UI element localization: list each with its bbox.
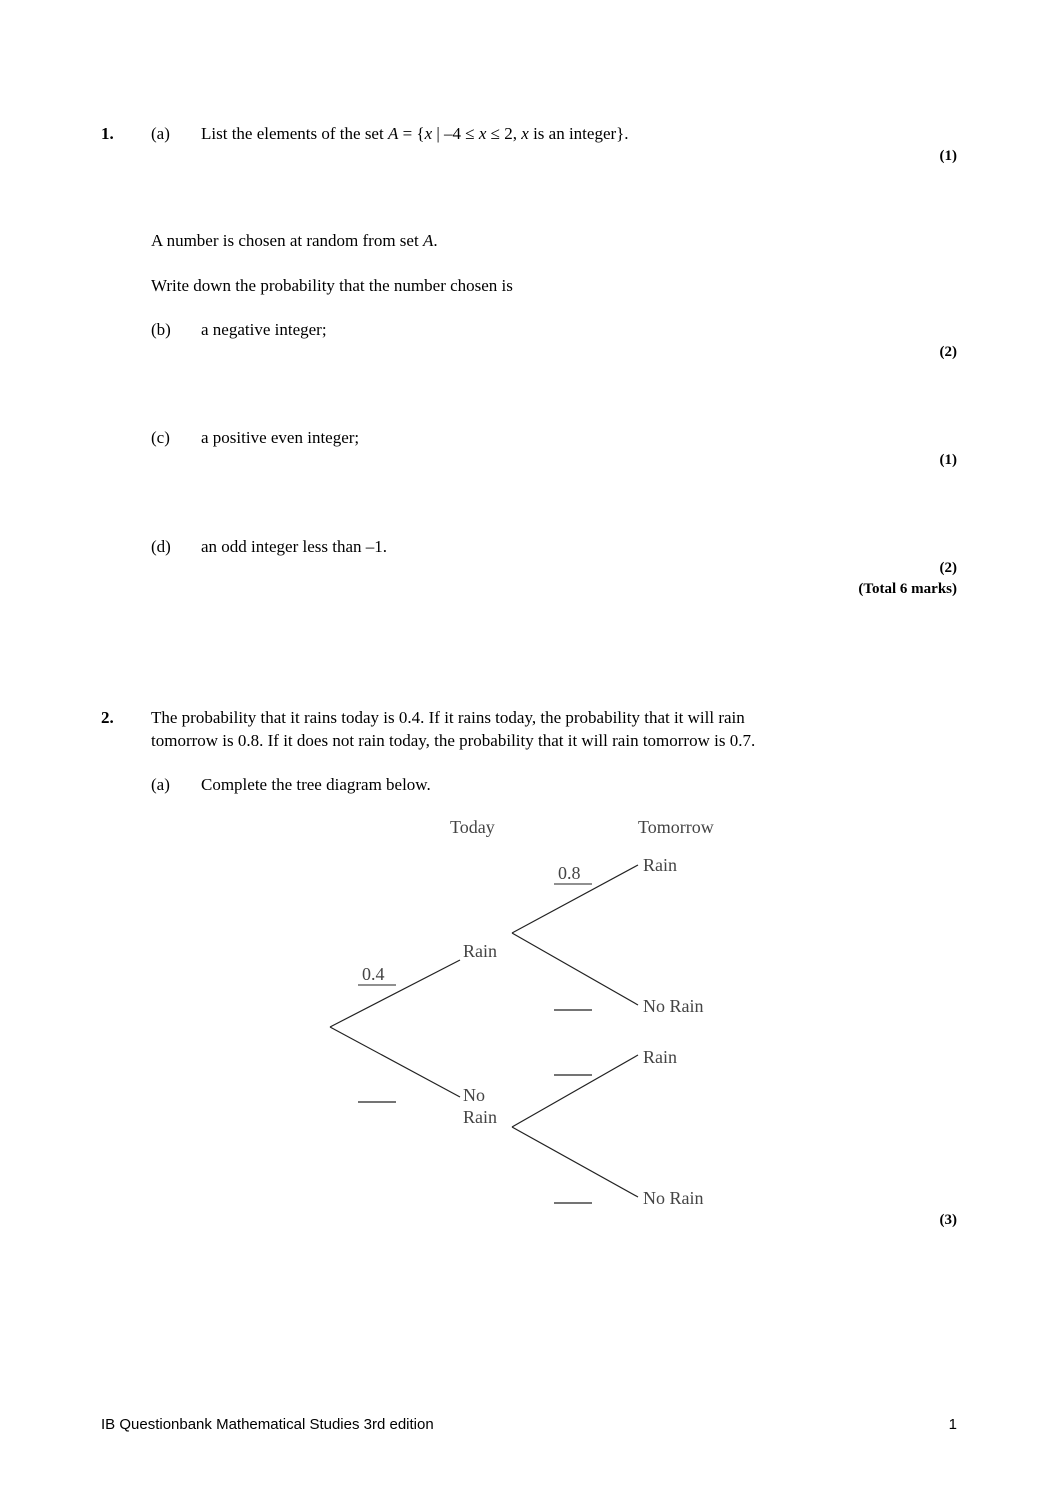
q2-text-line2: tomorrow is 0.8. If it does not rain today, the probability that it will rain tomorrow is 0.7.	[151, 731, 756, 750]
q1-number: 1.	[101, 124, 114, 143]
branch-start-to-rain	[330, 960, 460, 1027]
node-today-no-line2: Rain	[463, 1107, 497, 1127]
node-tomorrow-rain-1: Rain	[643, 855, 677, 875]
branch-rain-to-no-rain	[512, 933, 638, 1005]
q1c-text: a positive even integer;	[201, 428, 360, 447]
q1d-text: an odd integer less than –1.	[201, 537, 388, 556]
heading-tomorrow: Tomorrow	[638, 817, 714, 837]
prob-rain-rain: 0.8	[558, 863, 581, 883]
q1b-label: (b)	[151, 320, 171, 339]
q2a-label: (a)	[151, 775, 170, 794]
footer-source: IB Questionbank Mathematical Studies 3rd edition	[101, 1416, 434, 1433]
q1-intro-1: A number is chosen at random from set A.	[151, 231, 438, 250]
q1c-label: (c)	[151, 428, 170, 447]
branch-no-rain-to-rain	[512, 1055, 638, 1127]
prob-today-rain: 0.4	[362, 964, 385, 984]
node-tomorrow-norain-2: No Rain	[643, 1188, 704, 1208]
heading-today: Today	[450, 817, 495, 837]
q1-intro-2: Write down the probability that the number chosen is	[151, 276, 513, 295]
q1a-text: List the elements of the set A = {x | –4 ≤ x ≤ 2, x is an integer}.	[201, 124, 629, 143]
node-today-rain: Rain	[463, 941, 497, 961]
q1b-text: a negative integer;	[201, 320, 327, 339]
node-tomorrow-norain-1: No Rain	[643, 996, 704, 1016]
branch-no-rain-to-no-rain	[512, 1127, 638, 1197]
branch-start-to-no-rain	[330, 1027, 460, 1097]
tree-diagram	[300, 805, 760, 1215]
q1a-marks: (1)	[939, 148, 957, 164]
q2a-text: Complete the tree diagram below.	[201, 775, 431, 794]
q1b-marks: (2)	[939, 344, 957, 360]
q1a-label: (a)	[151, 124, 170, 143]
q1-total-marks: (Total 6 marks)	[858, 581, 957, 597]
node-today-no-line1: No	[463, 1085, 485, 1105]
q2-number: 2.	[101, 708, 114, 727]
q2-text-line1: The probability that it rains today is 0.4. If it rains today, the probability that it will rain	[151, 708, 745, 727]
node-tomorrow-rain-2: Rain	[643, 1047, 677, 1067]
page-number: 1	[948, 1416, 957, 1433]
q1c-marks: (1)	[939, 452, 957, 468]
q1d-label: (d)	[151, 537, 171, 556]
q2a-marks: (3)	[939, 1212, 957, 1228]
q1d-marks: (2)	[939, 560, 957, 576]
